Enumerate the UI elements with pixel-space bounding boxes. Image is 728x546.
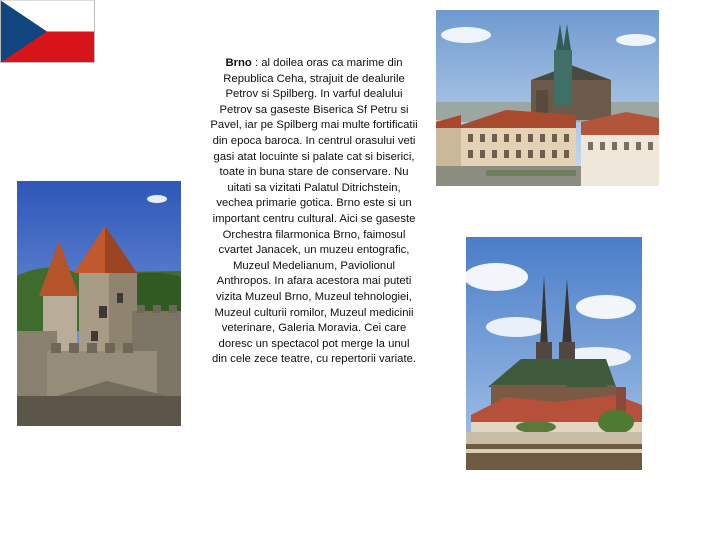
article-body: : al doilea oras ca marime din Republica Ceha, strajuit de dealurile Petrov si Spilberg. In varful dealului Petrov sa gaseste Biserica Sf Petru si Pavel, iar pe Spilberg mai multe fortificatii din epoca baroca. In centrul orasului veti gasi atat locuinte si palate cat si biserici, toate in buna stare de conservare. Nu uitati sa vizitati Palatul Ditrichstein, vechea primarie gotica. Brno este si un important centru cultural. Aici se gaseste Orchestra filarmonica Brno, faimosul cvartet Janacek, un muzeu entografic, Muzeul Medelianum, Paviolionul Anthropos. In afara acestora mai puteti vizita Muzeul Brno, Muzeul tehnologiei, Muzeul culturii romilor, Muzeul medicinii veterinare, Galeria Moravia. Cei care doresc un spectacol pot merge la unul din cele zece teatre, cu repertorii variate.: [210, 57, 418, 366]
article-title: Brno: [225, 57, 252, 69]
castle-tower-photo: [17, 181, 181, 426]
czech-flag: [0, 0, 95, 63]
article-text: [210, 56, 418, 368]
brno-city-panorama-photo: [436, 10, 659, 186]
cathedral-photo: [466, 237, 642, 470]
